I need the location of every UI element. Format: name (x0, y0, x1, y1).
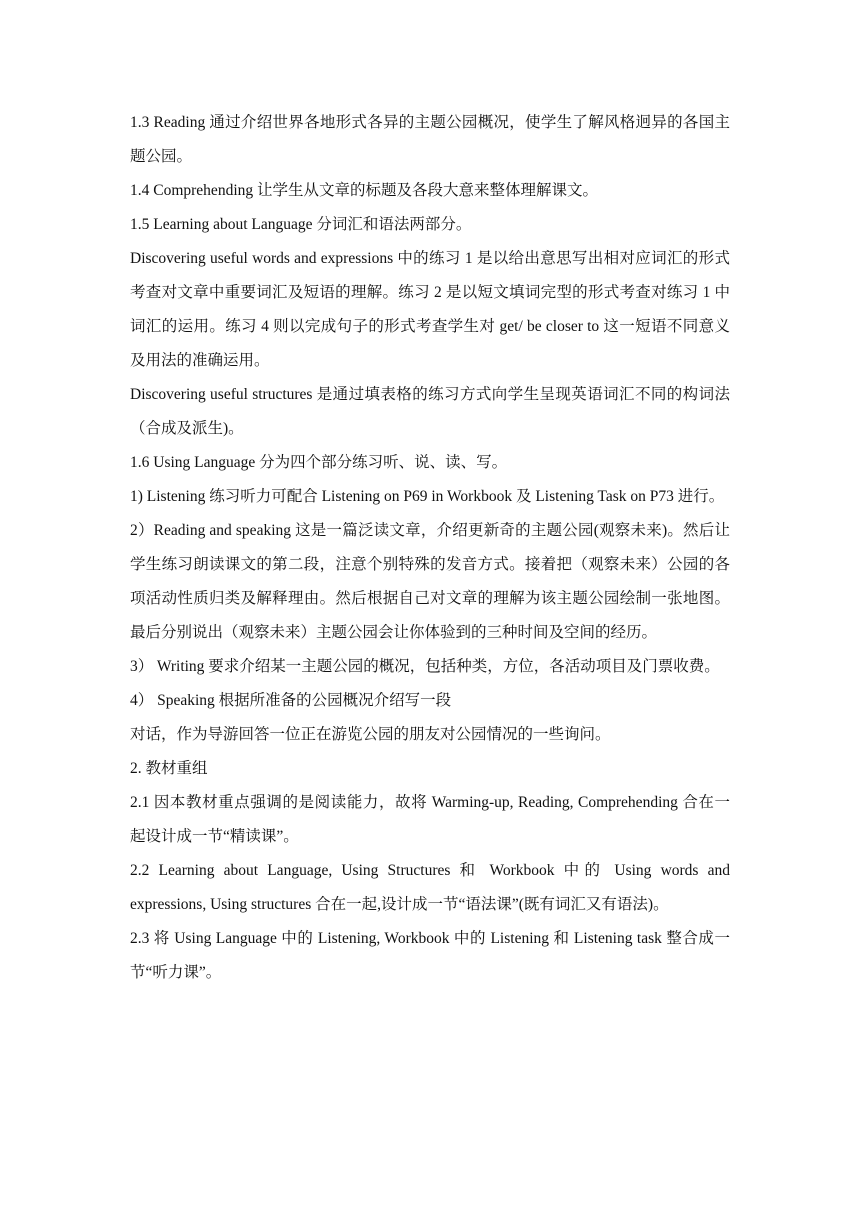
paragraph-speaking: 4） Speaking 根据所准备的公园概况介绍写一段 (130, 692, 452, 709)
section-heading-textbook-restructure: 2. 教材重组 (130, 760, 208, 777)
paragraph-discovering-words: Discovering useful words and expressions 中的练习 1 是以给出意思写出相对应词汇的形式考查对文章中重要词汇及短语的理解。练习 2 是以短文填词完型的形式考查对练习 1 中词汇的运用。练习 4 则以完成句子的形式考查学生对 get/ be closer to 这一短语不同意义及用法的准确运用。 (130, 250, 730, 369)
paragraph-2-1: 2.1 因本教材重点强调的是阅读能力，故将 Warming-up, Reading, Comprehending 合在一起设计成一节“精读课”。 (130, 794, 730, 845)
paragraph-1-5-learning-about-language: 1.5 Learning about Language 分词汇和语法两部分。 (130, 216, 472, 233)
paragraph-1-3-reading: 1.3 Reading 通过介绍世界各地形式各异的主题公园概况，使学生了解风格迥异的各国主题公园。 (130, 114, 730, 165)
paragraph-writing: 3） Writing 要求介绍某一主题公园的概况，包括种类，方位，各活动项目及门票收费。 (130, 658, 720, 675)
paragraph-listening: 1) Listening 练习听力可配合 Listening on P69 in Workbook 及 Listening Task on P73 进行。 (130, 488, 725, 505)
paragraph-2-3: 2.3 将 Using Language 中的 Listening, Workbook 中的 Listening 和 Listening task 整合成一节“听力课”。 (130, 930, 730, 981)
paragraph-1-4-comprehending: 1.4 Comprehending 让学生从文章的标题及各段大意来整体理解课文。 (130, 182, 598, 199)
paragraph-2-2: 2.2 Learning about Language, Using Structures 和 Workbook 中的 Using words and expressions, Using structures 合在一起,设计成一节“语法课”(既有词汇又有语法)。 (130, 862, 730, 913)
paragraph-dialogue: 对话，作为导游回答一位正在游览公园的朋友对公园情况的一些询问。 (130, 726, 611, 743)
paragraph-1-6-using-language: 1.6 Using Language 分为四个部分练习听、说、读、写。 (130, 454, 508, 471)
document-body (130, 106, 730, 990)
paragraph-discovering-structures: Discovering useful structures 是通过填表格的练习方式向学生呈现英语词汇不同的构词法（合成及派生)。 (130, 386, 730, 437)
paragraph-reading-and-speaking: 2）Reading and speaking 这是一篇泛读文章，介绍更新奇的主题公园(观察未来)。然后让学生练习朗读课文的第二段，注意个别特殊的发音方式。接着把（观察未来）公园的各项活动性质归类及解释理由。然后根据自己对文章的理解为该主题公园绘制一张地图。最后分别说出（观察未来）主题公园会让你体验到的三种时间及空间的经历。 (130, 522, 730, 641)
